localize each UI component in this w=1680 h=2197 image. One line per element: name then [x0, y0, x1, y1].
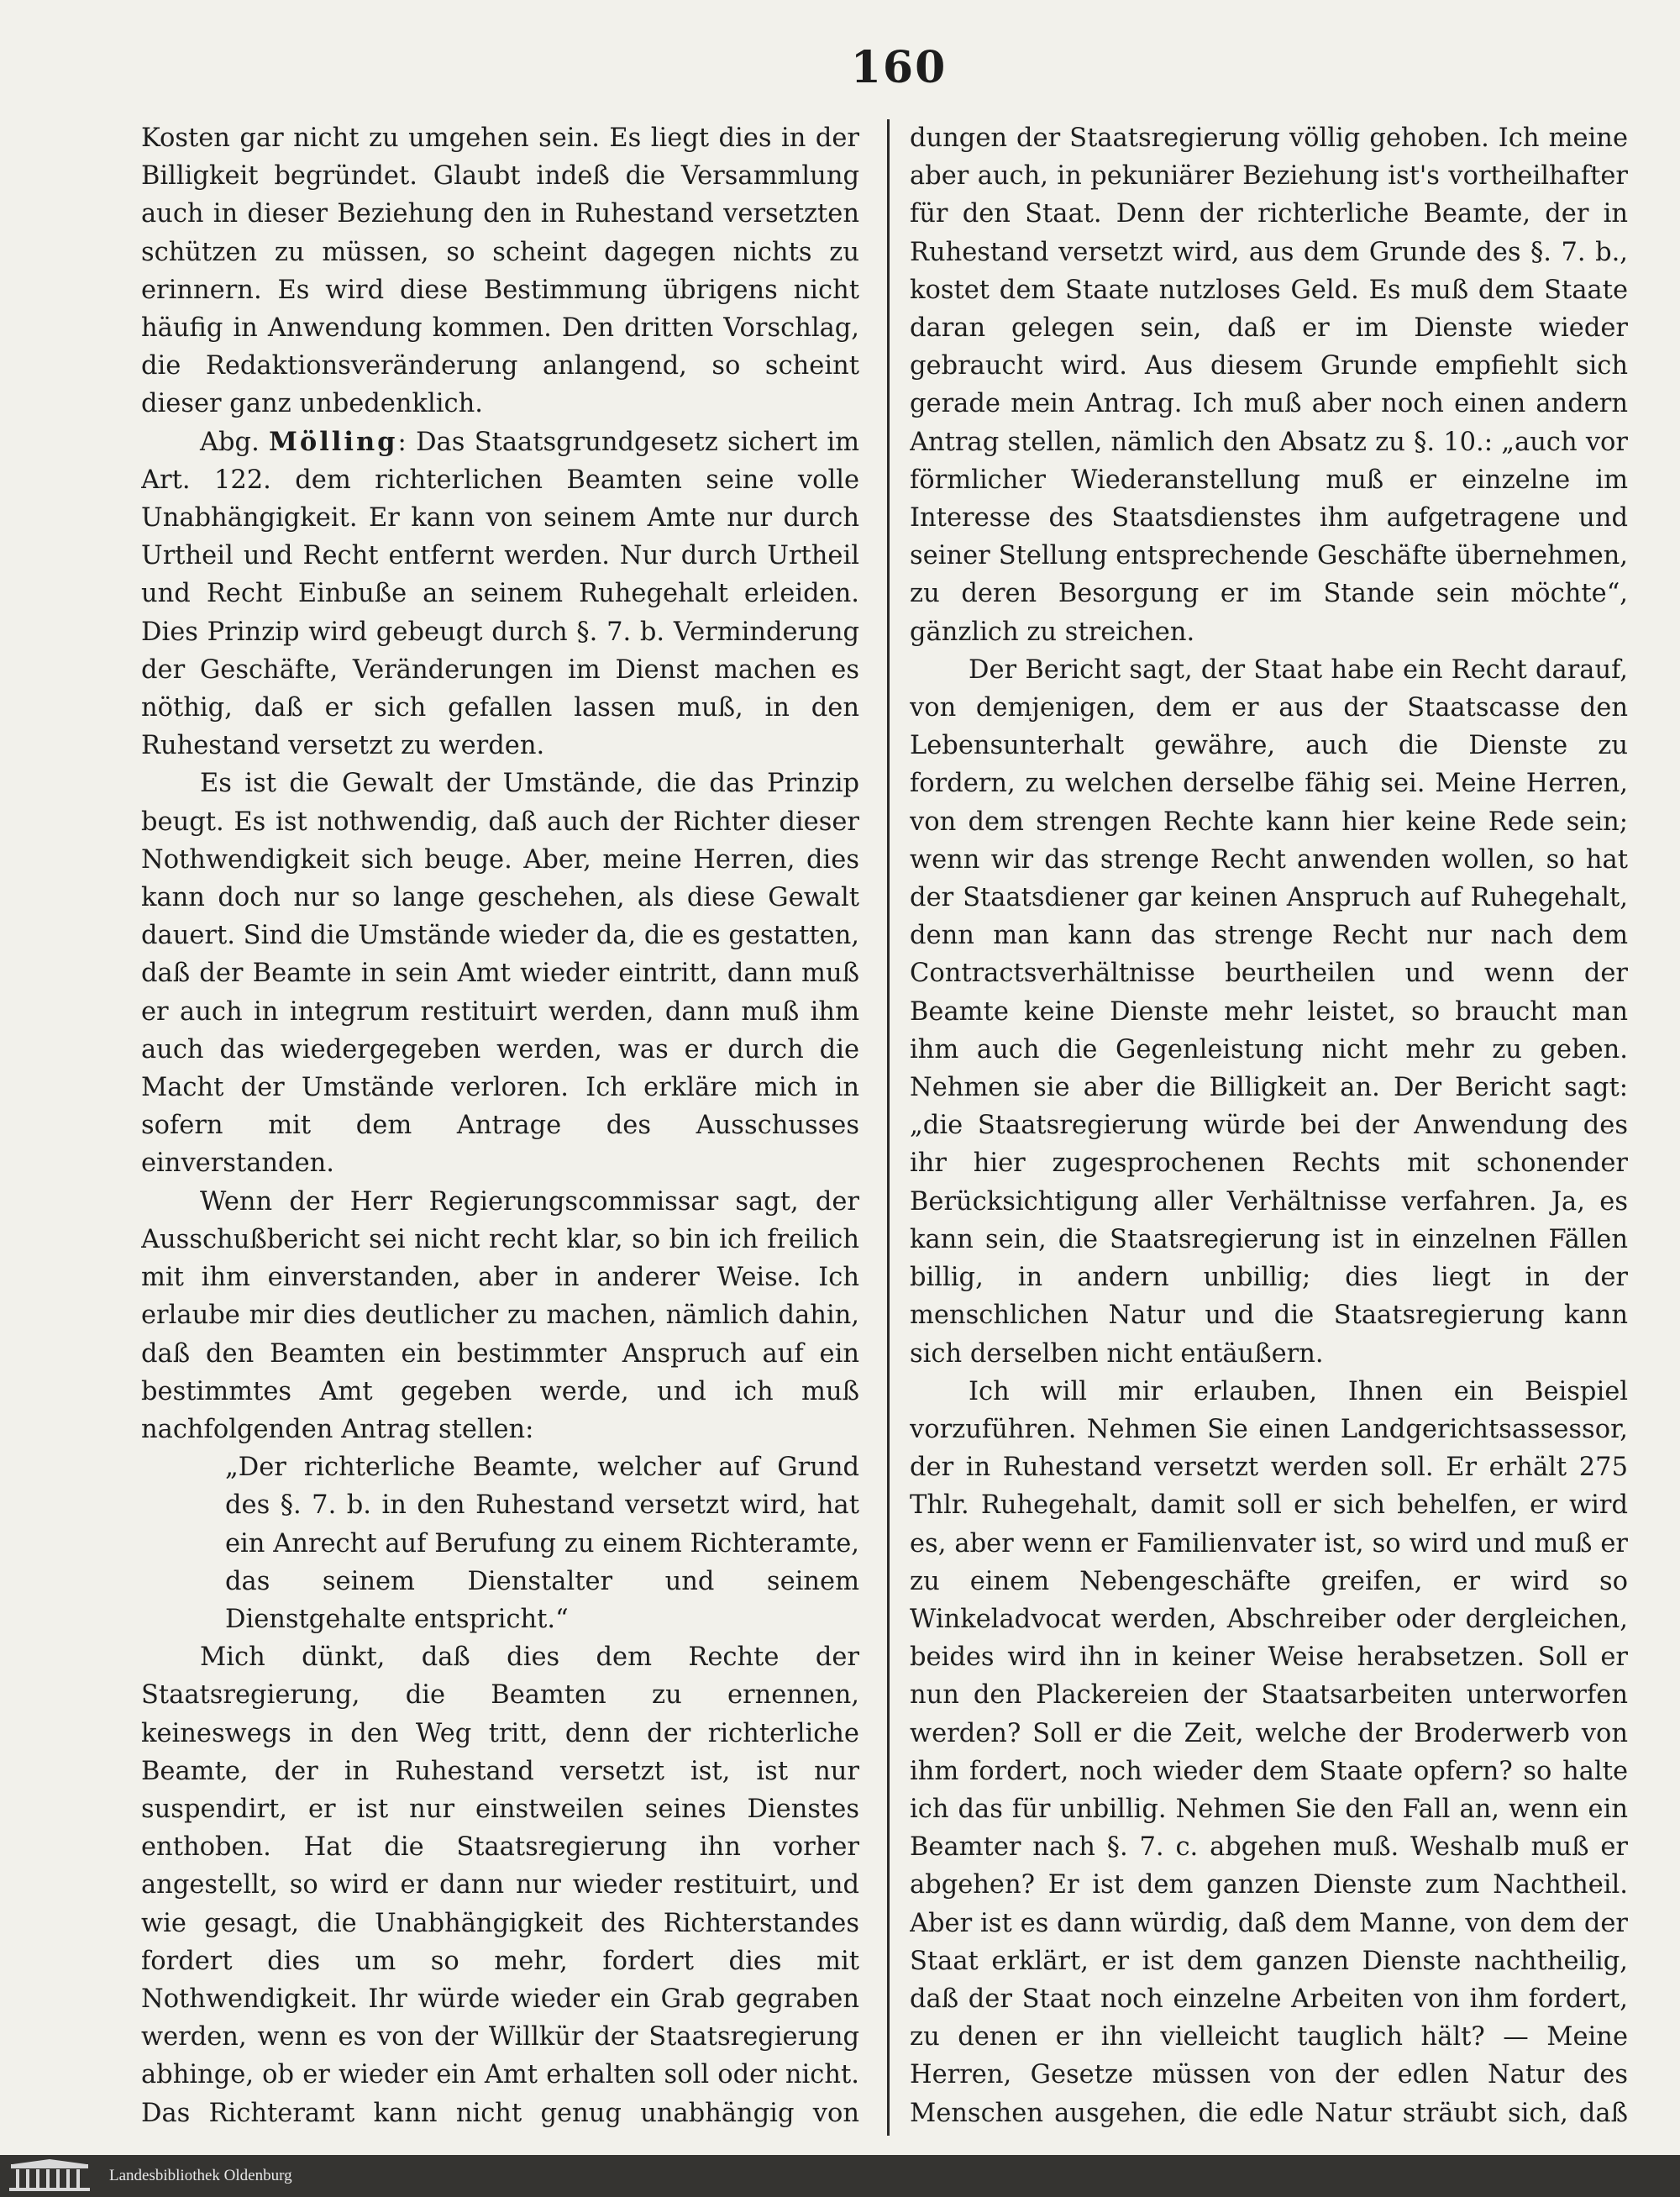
- paragraph: Kosten gar nicht zu umgehen sein. Es liegt dies in der Billigkeit begründet. Glaubt indeß die Versammlung auch in dieser Beziehung den in Ruhestand versetzten schützen zu müssen, so scheint dagegen nichts zu erinnern. Es wird diese Bestimmung übrigens nicht häufig in Anwendung kommen. Den dritten Vorschlag, die Redaktionsveränderung anlangend, so scheint dieser ganz unbedenklich.: [141, 124, 859, 419]
- speaker-prefix: Abg.: [200, 427, 260, 457]
- paragraph: Wenn der Herr Regierungscommissar sagt, der Ausschußbericht sei nicht recht klar, so bin ich freilich mit ihm einverstanden, aber in anderer Weise. Ich erlaube mir dies deutlicher zu machen, nämlich dahin, daß den Beamten ein bestimmter Anspruch auf ein bestimmtes Amt gegeben werde, und ich muß nachfolgenden Antrag stellen:: [141, 1186, 859, 1444]
- paragraph-speaker: [141, 423, 859, 765]
- paragraph: Mich dünkt, daß dies dem Rechte der Staatsregierung, die Beamten zu ernennen, keineswegs in den Weg tritt, denn der richterliche Beamte, der in Ruhestand versetzt ist, ist nur suspendirt, er ist nur einstweilen seines Dienstes enthoben. Hat die Staatsregierung ihn vorher angestellt, so wird er dann nur wieder restituirt, und wie gesagt, die Unabhängigkeit des Richterstandes fordert dies um so mehr, fordert dies mit Nothwendigkeit. Ihr würde wieder ein Grab gegraben werden, wenn es von der Willkür der Staatsregierung abhinge, ob er wieder ein Amt erhalten soll oder nicht. Das Richteramt kann nicht genug unabhängig von: [141, 1642, 859, 2128]
- library-building-icon: [0, 2155, 99, 2197]
- speaker-text: : Das Staatsgrundgesetz sichert im Art. 122. dem richterlichen Beamten seine volle Unabhängigkeit. Er kann von seinem Amte nur durch Urtheil und Recht entfernt werden. Nur durch Urtheil und Recht Einbuße an seinem Ruhegehalt erleiden. Dies Prinzip wird gebeugt durch §. 7. b. Verminderung der Geschäfte, Veränderungen im Dienst machen es nöthig, daß er sich gefallen lassen muß, in den Ruhestand versetzt zu werden.: [141, 427, 859, 761]
- paragraph: dungen der Staatsregierung völlig gehoben. Ich meine aber auch, in pekuniärer Beziehung ist's vortheilhafter für den Staat. Denn der richterliche Beamte, der in Ruhestand versetzt wird, aus dem Grunde des §. 7. b., kostet dem Staate nutzloses Geld. Es muß dem Staate daran gelegen sein, daß er im Dienste wieder gebraucht wird. Aus diesem Grunde empfiehlt sich gerade mein Antrag. Ich muß aber noch einen andern Antrag stellen, nämlich den Absatz zu §. 10.: „auch vor förmlicher Wiederanstellung muß er einzelne im Interesse des Staatsdienstes ihm aufgetragene und seiner Stellung entsprechende Geschäfte übernehmen, zu deren Besorgung er im Stande sein möchte“, gänzlich zu streichen.: [910, 124, 1628, 647]
- page-number: 160: [850, 42, 948, 93]
- paragraph: Es ist die Gewalt der Umstände, die das Prinzip beugt. Es ist nothwendig, daß auch der Richter dieser Nothwendigkeit sich beuge. Aber, meine Herren, dies kann doch nur so lange geschehen, als diese Gewalt dauert. Sind die Umstände wieder da, die es gestatten, daß der Beamte in sein Amt wieder eintritt, dann muß er auch in integrum restituirt werden, dann muß ihm auch das wiedergegeben werden, was er durch die Macht der Umstände verloren. Ich erkläre mich in sofern mit dem Antrage des Ausschusses einverstanden.: [141, 769, 859, 1179]
- motion-quote: „Der richterliche Beamte, welcher auf Grund des §. 7. b. in den Ruhestand versetzt wird, hat ein Anrecht auf Berufung zu einem Richteramte, das seinem Dienstalter und seinem Dienstgehalte entspricht.“: [225, 1453, 859, 1634]
- left-column: [141, 119, 859, 2136]
- library-name: Landesbibliothek Oldenburg: [109, 2167, 292, 2184]
- right-column: [910, 119, 1628, 2136]
- speaker-name: Mölling: [269, 426, 398, 457]
- paragraph: Der Bericht sagt, der Staat habe ein Recht darauf, von demjenigen, dem er aus der Staatscasse den Lebensunterhalt gewähre, auch die Dienste zu fordern, zu welchen derselbe fähig sei. Meine Herren, von dem strengen Rechte kann hier keine Rede sein; wenn wir das strenge Recht anwenden wollen, so hat der Staatsdiener gar keinen Anspruch auf Ruhegehalt, denn man kann das strenge Recht nur nach dem Contractsverhältnisse beurtheilen und wenn der Beamte keine Dienste mehr leistet, so braucht man ihm auch die Gegenleistung nicht mehr zu geben. Nehmen sie aber die Billigkeit an. Der Bericht sagt: „die Staatsregierung würde bei der Anwendung des ihr hier zugesprochenen Rechts mit schonender Berücksichtigung aller Verhältnisse verfahren. Ja, es kann sein, die Staatsregierung ist in einzelnen Fällen billig, in andern unbillig; dies liegt in der menschlichen Natur und die Staatsregierung kann sich derselben nicht entäußern.: [910, 654, 1628, 1369]
- column-divider: [887, 119, 890, 2136]
- paragraph: Ich will mir erlauben, Ihnen ein Beispiel vorzuführen. Nehmen Sie einen Landgerichtsassessor, der in Ruhestand versetzt werden soll. Er erhält 275 Thlr. Ruhegehalt, damit soll er sich behelfen, er wird es, aber wenn er Familienvater ist, so wird und muß er zu einem Nebengeschäfte greifen, er wird so Winkeladvocat werden, Abschreiber oder dergleichen, beides wird ihn in keiner Weise herabsetzen. Soll er nun den Plackereien der Staatsarbeiten unterworfen werden? Soll er die Zeit, welche der Broderwerb von ihm fordert, noch wieder dem Staate opfern? so halte ich das für unbillig. Nehmen Sie den Fall an, wenn ein Beamter nach §. 7. c. abgehen muß. Weshalb muß er abgehen? Er ist dem ganzen Dienste zum Nachtheil. Aber ist es dann würdig, daß dem Manne, von dem der Staat erklärt, er ist dem ganzen Dienste nachtheilig, daß der Staat noch einzelne Arbeiten von ihm fordert, zu denen er ihn vielleicht tauglich hält? — Meine Herren, Gesetze müssen von der edlen Natur des Menschen ausgehen, die edle Natur sträubt sich, daß: [910, 1376, 1628, 2128]
- library-footer: [0, 2155, 1680, 2197]
